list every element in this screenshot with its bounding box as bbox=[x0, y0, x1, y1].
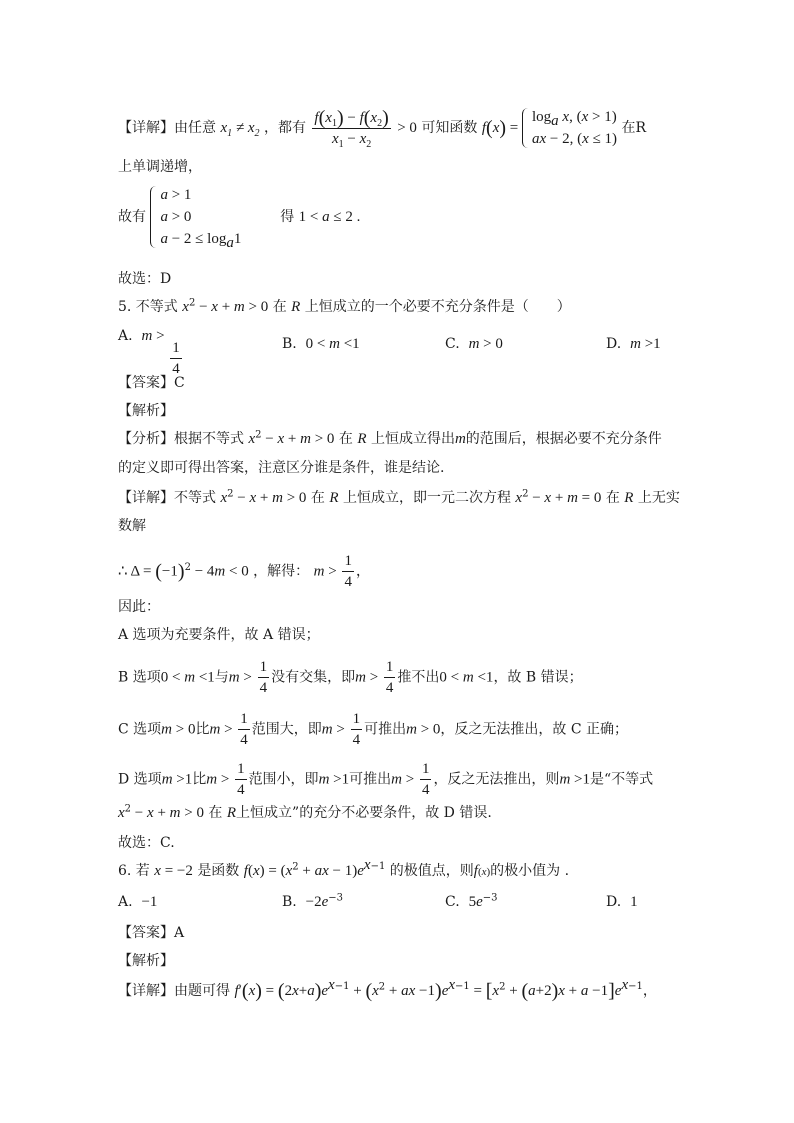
text: 上恒成立得出 bbox=[370, 431, 455, 447]
q6-answer bbox=[118, 922, 184, 944]
text: 是“不等式 bbox=[590, 771, 654, 788]
text: 范围小，即 bbox=[248, 771, 319, 788]
option-letter: B. bbox=[282, 894, 297, 910]
explain-line-4 bbox=[118, 268, 171, 290]
text: ，都有 bbox=[263, 120, 306, 136]
option-letter: C. bbox=[445, 894, 460, 910]
text: 因此： bbox=[118, 599, 160, 615]
q5-option-a: A. m > $\frac{1}{4}$ bbox=[118, 328, 180, 377]
math-system: a > 1 a > 0 $a - 2 \le \log_a1$ bbox=[150, 184, 241, 250]
explain-line-2 bbox=[118, 156, 202, 178]
option-letter: C. bbox=[445, 336, 460, 352]
text: 没有交集，即 bbox=[271, 669, 356, 686]
text: 【分析】根据不等式 bbox=[118, 431, 244, 447]
text: 在 bbox=[605, 490, 620, 506]
text: 【答案】C bbox=[118, 375, 185, 391]
text: 的范围后，根据必要不充分条件 bbox=[465, 431, 662, 447]
text: 上恒成立的一个必要不充分条件是（ ） bbox=[304, 299, 571, 315]
q5-option-d: D. m >1 bbox=[606, 336, 661, 352]
text: 6. 若 bbox=[118, 863, 150, 879]
text: 在 bbox=[272, 299, 287, 315]
math-cond: $x_1 \ne x_2$ bbox=[220, 120, 260, 139]
option-letter: B. bbox=[282, 336, 297, 352]
text: 比 bbox=[195, 721, 210, 738]
explain-line-3 bbox=[118, 184, 360, 250]
q6-jiexi bbox=[118, 950, 174, 972]
option-letter: A. bbox=[118, 328, 133, 344]
q5-fenxi-2 bbox=[118, 457, 444, 479]
q5-option-b: B. 0 < m <1 bbox=[282, 336, 360, 352]
q5-jiexi bbox=[118, 400, 174, 422]
text: 故选：C. bbox=[118, 835, 175, 851]
text: 【详解】由任意 bbox=[118, 120, 216, 136]
q5-c-line: C 选项m > 0比m > $\frac{1}{4}$ 范围大，即m > $\frac{1}{4}$ 可推出m > 0，反之无法推出，故 C 正确； bbox=[118, 711, 629, 748]
explain-line-1: 【详解】由任意 $x_1 \ne x_2$ ，都有 $\frac{f(x_1) - f(x_2)}{x_1 - x_2}$ > 0 可知函数 f(x) = $\log_a x$, (x > 1) ax − 2, (x ≤ 1) 在R bbox=[118, 106, 647, 150]
text: 可知函数 bbox=[421, 120, 478, 136]
text: ，故 B 错误； bbox=[493, 669, 583, 686]
math: f bbox=[481, 120, 487, 136]
text: 5. 不等式 bbox=[118, 299, 178, 315]
text: 与 bbox=[214, 669, 229, 686]
text: 故有 bbox=[118, 209, 146, 225]
text: 【解析】 bbox=[118, 953, 174, 969]
text: 的极值点，则 bbox=[389, 863, 474, 879]
option-letter: D. bbox=[606, 894, 622, 910]
math-fraction: $\frac{f(x_1) - f(x_2)}{x_1 - x_2}$ bbox=[314, 106, 389, 150]
text: 上恒成立，即一元二次方程 bbox=[342, 490, 511, 506]
text: A 选项为充要条件，故 A 错误； bbox=[118, 627, 320, 643]
text: 在 bbox=[338, 431, 353, 447]
text: ，解得： bbox=[253, 563, 310, 580]
q5-delta: ∴ $\Delta = (-1)^2 - 4m < 0$ ，解得： m > $\frac{1}{4}$ ， bbox=[118, 553, 370, 590]
text: B 选项 bbox=[118, 669, 161, 686]
text: 是函数 bbox=[197, 863, 240, 879]
q6-option-d: D. 1 bbox=[606, 894, 638, 910]
q5-b-line: B 选项0 < m <1与m > $\frac{1}{4}$ 没有交集，即m > $\frac{1}{4}$ 推不出0 < m <1，故 B 错误； bbox=[118, 659, 583, 696]
math: 1 < a ≤ 2 . bbox=[298, 209, 361, 225]
text: 【详解】不等式 bbox=[118, 490, 216, 506]
q6-xiangjie: 【详解】由题可得 $f'(x) = (2x+a)e^{x-1} + (x^2$ + ax $-1)e^{x-1} = [x^2 + (a+2)x + a -1]e^{x-1}$， bbox=[118, 977, 657, 1002]
text: ，反之无法推出，则 bbox=[433, 771, 560, 788]
q6-option-b: B. $-2e^{-3}$ bbox=[282, 892, 344, 910]
text: 上恒成立”的充分不必要条件，故 D 错误. bbox=[236, 805, 492, 821]
text: 上无实 bbox=[637, 490, 680, 506]
text: D 选项 bbox=[118, 771, 162, 788]
math: x bbox=[182, 299, 189, 315]
text: 【详解】由题可得 bbox=[118, 983, 230, 999]
text: 可推出 bbox=[364, 721, 407, 738]
text: 上单调递增， bbox=[118, 159, 202, 175]
q5-a-line bbox=[118, 624, 320, 646]
q5-therefore bbox=[118, 596, 160, 618]
q6-stem: 6. 若 x = −2 是函数 $f(x) = (x^2$ + ax − $1)e^{x-1}$ 的极值点，则f(x)的极小值为 . bbox=[118, 857, 570, 879]
text: 的极小值为 . bbox=[490, 863, 570, 879]
text: 范围大，即 bbox=[251, 721, 322, 738]
option-letter: D. bbox=[606, 336, 622, 352]
q5-answer bbox=[118, 372, 185, 394]
text: 【答案】A bbox=[118, 925, 185, 941]
math: > 0 bbox=[397, 120, 417, 136]
text: 的定义即可得出答案，注意区分谁是条件，谁是结论. bbox=[118, 460, 445, 476]
text: 推不出 bbox=[397, 669, 440, 686]
q5-d-line-2: $x^2 - x + m > 0$ 在 R上恒成立”的充分不必要条件，故 D 错误. bbox=[118, 803, 492, 821]
text: 得 bbox=[280, 209, 295, 225]
text: 在R bbox=[621, 120, 647, 136]
text: 在 bbox=[310, 490, 325, 506]
text: 数解 bbox=[118, 518, 146, 534]
q5-d-line: D 选项m >1比m > $\frac{1}{4}$ 范围小，即m >1可推出m > $\frac{1}{4}$ ，反之无法推出，则m >1是“不等式 bbox=[118, 761, 654, 798]
text: C 选项 bbox=[118, 721, 162, 738]
text: 在 bbox=[208, 805, 223, 821]
math-piecewise: $\log_a x$, (x > 1) ax − 2, (x ≤ 1) bbox=[522, 106, 617, 150]
q5-xiangjie-2 bbox=[118, 515, 146, 537]
q5-fenxi-1: 【分析】根据不等式 $x^2 - x + m > 0$ 在 R 上恒成立得出m的范围后，根据必要不充分条件 bbox=[118, 429, 662, 447]
text: 可推出 bbox=[349, 771, 392, 788]
q5-xiangjie-1: 【详解】不等式 $x^2 - x + m > 0$ 在 R 上恒成立，即一元二次方程 $x^2 - x + m = 0$ 在 R 上无实 bbox=[118, 488, 680, 506]
q5-final bbox=[118, 832, 175, 854]
text: 【解析】 bbox=[118, 403, 174, 419]
text: 比 bbox=[192, 771, 207, 788]
option-letter: A. bbox=[118, 894, 133, 910]
text: 故选：D bbox=[118, 271, 172, 287]
q5-option-c: C. m > 0 bbox=[445, 336, 503, 352]
q6-option-c: C. $5e^{-3}$ bbox=[445, 892, 498, 910]
q6-option-a: A. −1 bbox=[118, 894, 158, 910]
text: ，反之无法推出，故 C 正确； bbox=[440, 721, 629, 738]
q5-stem: 5. 不等式 $x^2 - x + m > 0$ 在 R 上恒成立的一个必要不充分条件是（ ） bbox=[118, 297, 571, 315]
